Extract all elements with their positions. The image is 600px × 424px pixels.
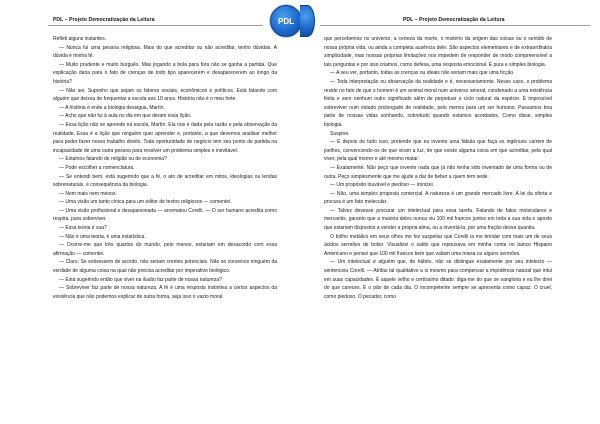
paragraph: — Muito prudente e muito burguês. Mas jogando a bola para fora não se ganha a partida. Que explicação daria para o fato de crenças de todo tipo aparecerem e desaparecerem ao longo da história? (53, 61, 277, 85)
right-page (300, 0, 600, 424)
paragraph: — Não é uma teoria, é uma estatística. (59, 233, 146, 240)
paragraph: — Ocorre-me que três quartos do mundo, pelo menos, estariam em desacordo com essa afirmação — comentei. (53, 242, 277, 257)
paragraph: — Um intelectual é alguém que, de hábito, não se distingue exatamente por seu intelecto — sentenciou Corelli. — Atribui tal qualitativo a si mesmo para compensar a impotência natural que intui em suas capacidades. É aquele velho e certíssimo ditado: diga-me do que se vangloria e eu lhe direi do que careces. É o pão de cada dia. O incompetente sempre se apresenta como capaz. O cruel, como piedoso. O pecador, como (324, 259, 552, 300)
pdl-logo-icon: PDL (270, 5, 300, 37)
pdl-logo-icon (300, 5, 315, 37)
page-body (53, 35, 277, 301)
paragraph: — Sobreviver faz parte de nossa natureza. A fé é uma resposta instintiva a certos aspectos da existência que não podemos explicar de outra forma, seja isso o vazio moral (53, 285, 277, 300)
page-body (324, 35, 552, 301)
paragraph: — Não, uma simples proposta comercial. A natureza é um grande mercado livre. A lei da oferta e procura é um fato molecular. (324, 190, 552, 206)
paragraph: O brilho metálico em seus olhos me fez suspeitar que Corelli ia me brindar com mais um de seus ácidos sermões de bolso. Visualizei o saldo que repousava em minha conta no banco Hispano Americano e pensei que 100 mil francos bem que valiam uma missa ou alguns sermões. (324, 233, 552, 257)
paragraph: — Um propósito louvável e piedoso — ironizei. (330, 182, 434, 189)
paragraph: — Exatamente. Não peço que invente nada que já não tenha sido inventado de uma forma ou de outra. Peço simplesmente que me ajude a dar de beber a quem tem sede. (324, 164, 552, 180)
paragraph: — Essa teoria é sua? (59, 225, 107, 232)
paragraph: — Nem mais nem menos. (59, 190, 117, 197)
paragraph: — Toda interpretação ou observação da realidade o é, necessariamente. Nesse caso, o problema reside no fato de que o homem é um animal moral num universo amoral, condenado a uma existência finita e sem nenhum outro significado além de perpetuar o ciclo natural da espécie. É impossível sobreviver num estado prolongado de realidade, pelo menos para um ser humano. Passamos boa parte de nossas vidas sonhando, sobretudo quando estamos acordados. Como disse, simples biologia. (324, 78, 552, 128)
running-header: PDL – Projeto Democratização da Leitura (403, 17, 505, 23)
paragraph: — A história é ende a biologia dessigua, Martín. (59, 104, 165, 111)
paragraph: Suspirei. (330, 130, 350, 137)
running-header: PDL – Projeto Democratização da Leitura (53, 17, 155, 23)
paragraph: — Uma visão um tanto cínica para um editor de textos religiosos — comentei. (59, 199, 232, 206)
paragraph: — A seu ver, portanto, todas as crenças ou ideais não seriam mais que uma ficção. (330, 70, 515, 77)
header-divider (48, 25, 263, 26)
paragraph: — Claro. Se estivessem de acordo, não seriam crentes potenciais. Não se convence ninguém da verdade de alguma coisa na qual não precisa acreditar por imperativo biológico. (53, 259, 277, 275)
paragraph: — Pode escolher a nomenclatura. (59, 164, 135, 171)
paragraph: — Estamos falando de religião ou de economia? (59, 156, 167, 163)
paragraph: — Acho que não fui à aula no dia em que deram essa lição. (59, 113, 192, 120)
paragraph: Refleti alguns instantes. (53, 36, 107, 42)
paragraph: que percebemos no universo, a certeza da morte, o mistério da origem das coisas ou o sentido de nossa própria vida, ou ainda a completa ausência dele. São aspectos elementares e de extraordinária simplicidade, mas nossas próprias limitações nos impedem de responder de modo compreensível a tais perguntas e por isso criamos, como defesa, uma resposta emocional. É pura e simples biologia. (324, 36, 552, 68)
paragraph: — Nunca fui uma pessoa religiosa. Mais do que acreditar ou não acreditar, tenho dúvidas. A dúvida é minha fé. (53, 44, 277, 60)
paragraph: — E depois de tudo isso, pretende que eu invente uma fábula que faça os ingênuos caírem de joelhos, convencendo-os de que viram a luz, de que existe alguma coisa em que acreditar, pela qual viver, pela qual morrer e até mesmo matar. (324, 139, 552, 163)
paragraph: — Uma visão profissional e desapaixonada — arrematou Corelli. — O ser humano acredita como respira, para sobreviver. (53, 207, 277, 223)
header-divider (320, 25, 590, 26)
paragraph: — Está sugerindo então que viver na ilusão faz parte de nossa natureza? (59, 276, 222, 283)
paragraph: — Se entendi bem, está sugerindo que a fé, o ato de acreditar em mitos, ideologias ou lendas sobrenaturais, é consequência da biologia. (53, 173, 277, 189)
paragraph: — Talvez devesse procurar um intelectual para essa tarefa. Falando de fatos moleculares e mercantis, garanto que a maioria deles nunca viu 100 mil francos juntos em toda a sua vida e aposto que estariam dispostos a vender a própria alma, ou a inventá-la, por uma fração dessa quantia. (324, 207, 552, 232)
paragraph: — Essa lição não se aprende na escola, Martín. Ela nos é dada pela razão e pela observação da realidade. Essa é a lição que ninguém quer aprender e, portanto, a que devemos analisar melhor para poder fazer nosso trabalho direito. Toda oportunidade de negócio tem seu ponto de partida na incapacidade de uma outra pessoa para resolver um problema simples e inevitável. (53, 121, 277, 154)
paragraph: — Não sei. Suponho que sejam os fatores sociais, econômicos e políticos. Está falando com alguém que deixou de frequentar a escola aos 10 anos. História não é o meu forte. (53, 87, 277, 103)
